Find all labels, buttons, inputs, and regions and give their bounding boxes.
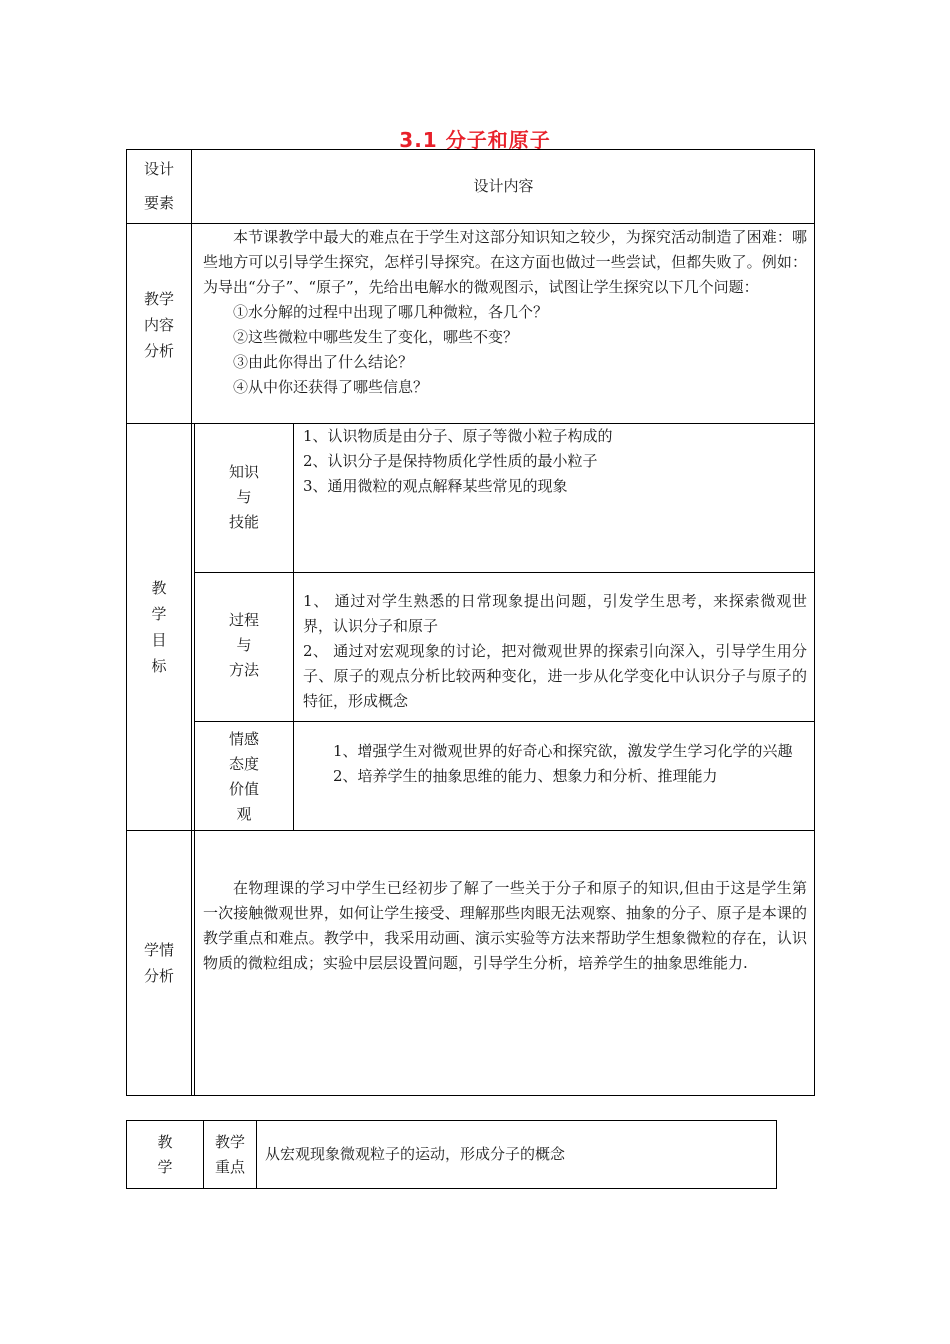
process-item: 2、 通过对宏观现象的讨论，把对微观世界的探索引向深入，引导学生用分子、原子的观点分析比较两种变化，进一步从化学变化中认识分子与原子的 特征，形成概念 bbox=[303, 642, 807, 710]
analysis-label: 教学 内容 分析 bbox=[143, 290, 174, 360]
analysis-question: ④从中你还获得了哪些信息？ bbox=[233, 378, 429, 396]
analysis-question: ①水分解的过程中出现了哪几种微粒，各几个？ bbox=[233, 303, 549, 321]
process-label: 过程 与 方法 bbox=[228, 611, 259, 679]
attitude-content bbox=[303, 739, 807, 789]
process-content bbox=[303, 589, 807, 714]
row-divider-header bbox=[126, 223, 815, 224]
knowledge-item: 1、认识物质是由分子、原子等微小粒子构成的 bbox=[303, 427, 613, 445]
analysis-question: ②这些微粒中哪些发生了变化，哪些不变？ bbox=[233, 328, 519, 346]
header-design-content: 设计内容 bbox=[473, 177, 534, 195]
knowledge-item: 3、通用微粒的观点解释某些常见的现象 bbox=[303, 477, 568, 495]
key-points-content: 从宏观现象微观粒子的运动，形成分子的概念 bbox=[265, 1145, 566, 1163]
page-title: 3.1 分子和原子 bbox=[399, 128, 551, 152]
attitude-item: 1、增强学生对微观世界的好奇心和探究欲，激发学生学习化学的兴趣 bbox=[333, 742, 793, 760]
goals-label: 教 学 目 标 bbox=[151, 579, 167, 675]
knowledge-item: 2、认识分子是保持物质化学性质的最小粒子 bbox=[303, 452, 598, 470]
key-points-label: 教学 重点 bbox=[214, 1133, 245, 1176]
analysis-paragraph: 本节课教学中最大的难点在于学生对这部分知识知之较少，为探究活动制造了困难：哪些地方可以引导学生探究，怎样引导探究。在这方面也做过一些尝试，但都失败了。例如：为导出“分子”、“原子”，先给出电解水的微观图示，试图让学生探究以下几个问题： bbox=[203, 228, 807, 296]
second-table-label: 教 学 bbox=[157, 1133, 173, 1176]
analysis-question: ③由此你得出了什么结论？ bbox=[233, 353, 414, 371]
students-label: 学情 分析 bbox=[143, 941, 174, 985]
attitude-item: 2、培养学生的抽象思维的能力、想象力和分析、推理能力 bbox=[333, 767, 718, 785]
second-table-divider-2 bbox=[256, 1120, 257, 1189]
goals-subcol-divider-2 bbox=[293, 423, 294, 830]
header-design-elements: 设计 要素 bbox=[143, 160, 174, 212]
goals-row-divider-2 bbox=[194, 721, 815, 722]
goals-row-divider-1 bbox=[194, 572, 815, 573]
students-paragraph: 在物理课的学习中学生已经初步了解了一些关于分子和原子的知识,但由于这是学生第一次接触微观世界，如何让学生接受、理解那些肉眼无法观察、抽象的分子、原子是本课的教学重点和难点。教学中，我采用动画、演示实验等方法来帮助学生想象微粒的存在，认识物质的微粒组成；实验中层层设置问题，引导学生分析，培养学生的抽象思维能力. bbox=[203, 879, 807, 972]
students-col-inner-line bbox=[194, 830, 195, 1096]
knowledge-content bbox=[303, 424, 807, 499]
main-table-col-divider bbox=[191, 149, 192, 1096]
knowledge-label: 知识 与 技能 bbox=[228, 463, 259, 531]
analysis-content bbox=[203, 225, 807, 400]
row-divider-goals bbox=[126, 830, 815, 831]
process-item: 1、 通过对学生熟悉的日常现象提出问题，引发学生思考，来探索微观世界，认识分子和原子 bbox=[303, 592, 807, 635]
attitude-label: 情感 态度 价值 观 bbox=[228, 730, 259, 823]
